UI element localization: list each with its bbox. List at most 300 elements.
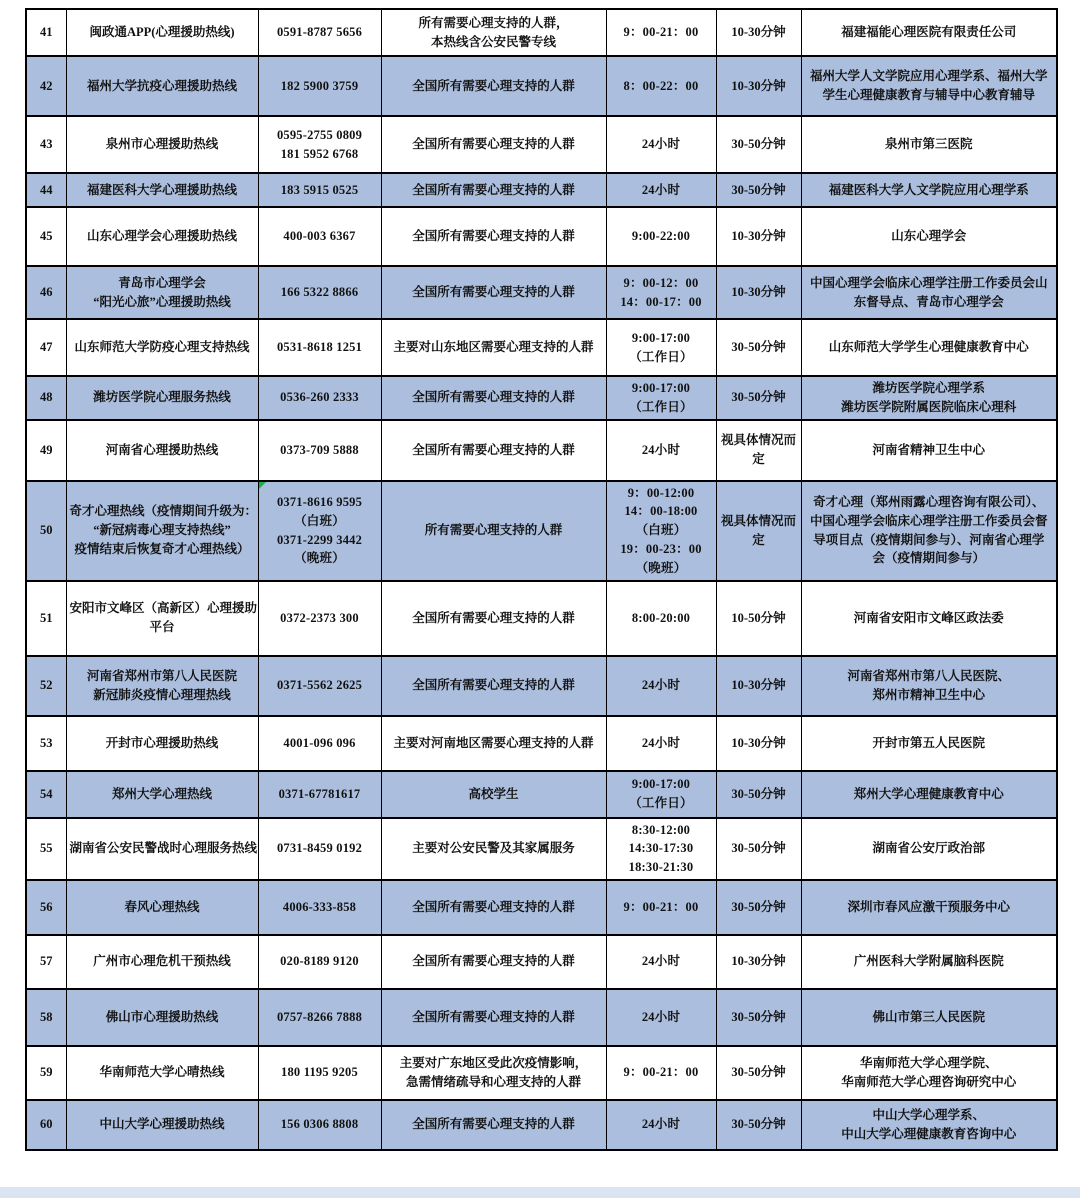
hours-cell [606,581,716,656]
row-number-cell [26,481,66,581]
hotline-name-cell [66,1046,258,1100]
table-row [26,656,1057,716]
phone-cell [258,1100,381,1150]
row-number-cell [26,818,66,880]
cell-text-line: 全国所有需要心理支持的人群 [412,610,575,625]
hotline-name-cell [66,656,258,716]
cell-text: 10-30分钟 [731,678,786,693]
cell-text-line: 9:00-17:00 [631,381,691,395]
audience-cell [381,656,606,716]
cell-text-line: 本热线含公安民警专线 [430,34,556,49]
cell-text: 10-30分钟 [731,285,786,300]
cell-text: 50 [40,523,53,538]
cell-text-line: 24小时 [641,1117,681,1132]
cell-text-line: 0731-8459 0192 [276,841,363,856]
cell-text-line: 郑州大学心理健康教育中心 [853,786,1004,801]
hotline-name-cell [66,173,258,207]
cell-text-line: 湖南省公安厅政治部 [872,841,985,856]
cell-text-line: 福建医科大学心理援助热线 [86,182,237,197]
cell-text-line: 4006-333-858 [282,899,357,914]
duration-cell [716,716,801,771]
row-number-cell [26,207,66,266]
cell-text-line: 主要对山东地区需要心理支持的人群 [393,340,594,355]
audience-cell [381,207,606,266]
organization-cell [801,880,1057,935]
cell-text-line: 182 5900 3759 [280,78,359,93]
cell-text-line: 广州医科大学附属脑科医院 [853,954,1004,969]
hours-cell [606,9,716,56]
cell-text: 52 [40,678,53,693]
cell-text-line: 400-003 6367 [283,229,356,244]
cell-text-line: 疫情结束后恢复奇才心理热线） [74,541,250,556]
cell-text: 57 [40,954,53,969]
cell-text-line: 全国所有需要心理支持的人群 [412,678,575,693]
cell-text-line: 潍坊医学院心理学系 [872,381,985,395]
cell-text-line: 9：00-21：00 [623,899,699,914]
duration-cell [716,173,801,207]
table-row [26,319,1057,376]
cell-text-line: 深圳市春风应激干预服务中心 [847,899,1010,914]
cell-text-line: 青岛市心理学会 [118,275,206,290]
organization-cell [801,716,1057,771]
hotline-name-cell [66,207,258,266]
organization-cell [801,818,1057,880]
organization-cell [801,116,1057,173]
cell-text-line: 中山大学心理援助热线 [99,1117,225,1132]
cell-text-line: 郑州市精神卫生中心 [872,687,985,702]
phone-cell [258,1046,381,1100]
audience-cell [381,581,606,656]
cell-text: 53 [40,735,53,750]
phone-cell [258,656,381,716]
table-row [26,818,1057,880]
organization-cell [801,173,1057,207]
cell-text-line: 180 1195 9205 [281,1065,358,1080]
row-number-cell [26,266,66,319]
row-number-cell [26,376,66,420]
cell-text: 48 [40,390,53,405]
hours-cell [606,989,716,1046]
cell-text-line: 会（疫情期间参与） [872,551,985,566]
cell-text-line: 华南师范大学心理咨询研究中心 [841,1074,1017,1089]
cell-text: 49 [40,442,53,457]
cell-text-line: 8：00-22：00 [623,78,699,93]
duration-cell [716,771,801,818]
phone-cell [258,935,381,989]
phone-cell [258,319,381,376]
hours-cell [606,207,716,266]
audience-cell [381,1100,606,1150]
cell-text-line: 0595-2755 0809 [276,127,363,142]
cell-text-line: 河南省安阳市文峰区政法委 [853,610,1004,625]
row-number-cell [26,1046,66,1100]
duration-cell [716,9,801,56]
cell-text-line: 山东心理学会心理援助热线 [86,229,237,244]
cell-text-line: 0373-709 5888 [280,442,359,457]
organization-cell [801,481,1057,581]
hours-cell [606,1100,716,1150]
cell-text-line: 广州市心理危机干预热线 [93,954,231,969]
audience-cell [381,716,606,771]
cell-text-line: 主要对河南地区需要心理支持的人群 [393,735,594,750]
cell-text-line: 华南师范大学心晴热线 [99,1065,225,1080]
cell-text-line: 主要对公安民警及其家属服务 [412,841,575,856]
cell-text: 30-50分钟 [731,182,786,197]
phone-cell [258,581,381,656]
cell-text: 10-30分钟 [731,78,786,93]
cell-text-line: 河南省郑州市第八人民医院、 [847,668,1010,683]
cell-text-line: 0371-2299 3442 [276,532,363,547]
table-row [26,207,1057,266]
cell-text-line: 奇才心理热线（疫情期间升级为： [69,504,258,519]
row-number-cell [26,771,66,818]
cell-text-line: 福建福能心理医院有限责任公司 [841,25,1017,40]
phone-cell [258,716,381,771]
phone-cell [258,376,381,420]
hotline-name-cell [66,818,258,880]
hours-cell [606,319,716,376]
organization-cell [801,319,1057,376]
cell-text: 47 [40,340,53,355]
table-row [26,716,1057,771]
row-number-cell [26,989,66,1046]
phone-cell [258,818,381,880]
audience-cell [381,173,606,207]
cell-text-line: 14：00-18:00 [624,504,698,519]
cell-text: 42 [40,78,53,93]
duration-cell [716,266,801,319]
organization-cell [801,935,1057,989]
organization-cell [801,207,1057,266]
cell-text-line: 0371-5562 2625 [276,678,363,693]
cell-text-line: 0531-8618 1251 [276,340,363,355]
audience-cell [381,935,606,989]
cell-text-line: 24小时 [641,137,681,152]
cell-text: 10-30分钟 [731,229,786,244]
cell-text-line: 闽政通APP(心理援助热线) [89,25,235,40]
hours-cell [606,173,716,207]
organization-cell [801,376,1057,420]
cell-text-line: 潍坊医学院心理服务热线 [93,390,231,405]
cell-text-line: 24小时 [641,182,681,197]
cell-text-line: 东督导点、青岛市心理学会 [853,294,1004,309]
cell-text-line: 9:00-22:00 [631,229,691,244]
cell-text-line: 新冠肺炎疫情心理理热线 [93,687,231,702]
audience-cell [381,989,606,1046]
row-number-cell [26,1100,66,1150]
table-row [26,376,1057,420]
row-number-cell [26,319,66,376]
cell-text-line: 河南省精神卫生中心 [872,442,985,457]
hotline-table [25,8,1058,1151]
row-number-cell [26,116,66,173]
hours-cell [606,880,716,935]
cell-text-line: 泉州市心理援助热线 [105,137,219,152]
organization-cell [801,9,1057,56]
duration-cell [716,56,801,116]
cell-text-line: “阳光心旅”心理援助热线 [93,294,231,309]
table-row [26,1100,1057,1150]
cell-text-line: 福建医科大学人文学院应用心理学系 [828,182,1029,197]
cell-text-line: （晚班） [635,560,687,575]
cell-text-line: 学生心理健康教育与辅导中心教育辅导 [822,88,1035,102]
cell-text-line: 开封市第五人民医院 [872,735,985,750]
duration-cell [716,1100,801,1150]
hours-cell [606,116,716,173]
cell-text-line: 山东师范大学学生心理健康教育中心 [828,340,1029,355]
phone-cell [258,207,381,266]
cell-text-line: 9：00-21：00 [623,25,699,40]
hotline-name-cell [66,56,258,116]
hotline-name-cell [66,266,258,319]
cell-text-line: 急需情绪疏导和心理支持的人群 [405,1074,581,1089]
cell-text-line: 全国所有需要心理支持的人群 [412,182,575,197]
phone-cell [258,116,381,173]
table-row [26,56,1057,116]
cell-text-line: 24小时 [641,954,681,969]
hotline-name-cell [66,9,258,56]
cell-text: 视具体情况而定 [720,513,796,547]
cell-text-line: 181 5952 6768 [280,146,359,161]
duration-cell [716,818,801,880]
cell-text-line: 开封市心理援助热线 [105,735,219,750]
hotline-name-cell [66,771,258,818]
cell-text-line: （白班） [294,513,345,528]
hotline-name-cell [66,581,258,656]
cell-text: 43 [40,137,53,152]
cell-text-line: 9：00-12:00 [627,485,695,500]
cell-text-line: 平台 [149,620,175,634]
cell-text: 44 [40,182,53,197]
cell-text-line: 湖南省公安民警战时心理服务热线 [69,841,258,856]
phone-cell [258,420,381,481]
phone-cell [258,880,381,935]
cell-text-line: 9:00-17:00 [631,777,691,792]
audience-cell [381,771,606,818]
audience-cell [381,9,606,56]
hotline-name-cell [66,116,258,173]
cell-text: 30-50分钟 [731,390,786,405]
cell-text-line: 24小时 [641,1009,681,1024]
cell-text: 视具体情况而定 [720,433,796,466]
organization-cell [801,266,1057,319]
cell-text: 55 [40,841,53,856]
cell-text-line: 中山大学心理健康教育咨询中心 [841,1126,1017,1141]
table-row [26,266,1057,319]
cell-text-line: 0371-67781617 [278,786,361,801]
cell-text: 10-30分钟 [731,735,786,750]
cell-text-line: （工作日） [629,399,693,414]
cell-text-line: 156 0306 8808 [280,1117,359,1132]
cell-text: 41 [40,25,53,40]
cell-text-line: 9：00-12：00 [623,275,699,290]
organization-cell [801,656,1057,716]
cell-text-line: 0371-8616 9595 [276,495,363,509]
row-number-cell [26,581,66,656]
audience-cell [381,420,606,481]
cell-text-line: 佛山市第三人民医院 [872,1009,985,1024]
cell-text-line: 华南师范大学心理学院、 [859,1056,998,1070]
cell-text: 30-50分钟 [731,1065,786,1080]
hotline-name-cell [66,319,258,376]
table-row [26,481,1057,581]
hotline-name-cell [66,481,258,581]
organization-cell [801,771,1057,818]
organization-cell [801,1046,1057,1100]
cell-text: 51 [40,610,53,625]
cell-text-line: 泉州市第三医院 [884,137,973,152]
phone-cell [258,9,381,56]
cell-text: 54 [40,786,53,801]
cell-text: 58 [40,1009,53,1024]
hotline-name-cell [66,716,258,771]
duration-cell [716,319,801,376]
table-row [26,173,1057,207]
cell-text-line: （工作日） [629,349,693,364]
cell-text-line: 全国所有需要心理支持的人群 [412,390,575,405]
cell-text-line: 中国心理学会临床心理学注册工作委员会山 [809,275,1048,290]
row-number-cell [26,56,66,116]
hours-cell [606,420,716,481]
hours-cell [606,771,716,818]
table-row [26,989,1057,1046]
cell-text-line: 福州大学抗疫心理援助热线 [86,78,237,93]
duration-cell [716,989,801,1046]
table-row [26,581,1057,656]
cell-text-line: 春风心理热线 [124,899,200,914]
cell-text-line: 020-8189 9120 [280,954,359,969]
cell-text-line: 全国所有需要心理支持的人群 [412,1009,575,1024]
cell-text-line: 8:30-12:00 [631,822,691,837]
organization-cell [801,989,1057,1046]
cell-text-line: 0591-8787 5656 [276,25,363,40]
cell-text-line: 8:00-20:00 [631,610,691,625]
cell-text-line: （工作日） [629,796,693,810]
cell-text-line: 24小时 [641,678,681,693]
cell-text-line: 河南省心理援助热线 [105,442,219,457]
phone-cell [258,173,381,207]
hours-cell [606,818,716,880]
phone-cell [258,481,381,581]
cell-text-line: 所有需要心理支持的人群， [418,15,569,30]
row-number-cell [26,880,66,935]
cell-text-line: 中国心理学会临床心理学注册工作委员会督 [809,513,1048,528]
cell-text-line: 183 5915 0525 [280,182,359,197]
cell-text-line: 高校学生 [468,786,519,801]
cell-text: 60 [40,1117,53,1132]
hotline-name-cell [66,420,258,481]
cell-text-line: 4001-096 096 [283,735,356,750]
cell-text-line: 全国所有需要心理支持的人群 [412,137,575,152]
table-row [26,880,1057,935]
hotline-name-cell [66,376,258,420]
duration-cell [716,935,801,989]
audience-cell [381,1046,606,1100]
hours-cell [606,935,716,989]
hotline-name-cell [66,989,258,1046]
duration-cell [716,207,801,266]
cell-text: 10-50分钟 [731,610,786,625]
row-number-cell [26,173,66,207]
hours-cell [606,266,716,319]
row-number-cell [26,656,66,716]
duration-cell [716,656,801,716]
cell-text-line: 安阳市文峰区（高新区）心理援助 [69,601,258,616]
duration-cell [716,481,801,581]
cell-text-line: 14：00-17：00 [620,294,702,309]
cell-text-line: 山东师范大学防疫心理支持热线 [74,340,250,355]
phone-cell [258,56,381,116]
cell-text: 10-30分钟 [731,954,786,969]
cell-text-line: 河南省郑州市第八人民医院 [86,668,237,683]
cell-text-line: 24小时 [641,442,681,457]
row-number-cell [26,716,66,771]
cell-text-line: “新冠病毒心理支持热线” [93,523,231,538]
hotline-name-cell [66,880,258,935]
row-number-cell [26,420,66,481]
audience-cell [381,56,606,116]
audience-cell [381,376,606,420]
hours-cell [606,656,716,716]
row-number-cell [26,9,66,56]
cell-text: 46 [40,285,53,300]
cell-text-line: 24小时 [641,735,681,750]
organization-cell [801,581,1057,656]
table-row [26,9,1057,56]
audience-cell [381,481,606,581]
cell-text-line: 全国所有需要心理支持的人群 [412,78,575,93]
table-row [26,116,1057,173]
audience-cell [381,880,606,935]
cell-text-line: 9：00-21：00 [623,1065,699,1080]
cell-text-line: 郑州大学心理热线 [111,786,212,801]
cell-text-line: 所有需要心理支持的人群 [424,523,563,538]
hotline-name-cell [66,1100,258,1150]
cell-text-line: 福州大学人文学院应用心理学系、福州大学 [809,69,1048,84]
hours-cell [606,56,716,116]
cell-text-line: （白班） [635,523,687,538]
cell-text-line: 18:30-21:30 [628,860,694,874]
hours-cell [606,1046,716,1100]
cell-text: 30-50分钟 [731,786,786,801]
table-row [26,420,1057,481]
duration-cell [716,1046,801,1100]
cell-text-line: 14:30-17:30 [628,841,694,856]
cell-text-line: 主要对广东地区受此次疫情影响， [399,1056,588,1070]
audience-cell [381,116,606,173]
organization-cell [801,1100,1057,1150]
cell-text-line: 166 5322 8866 [280,285,359,300]
phone-cell [258,771,381,818]
hours-cell [606,481,716,581]
cell-text: 30-50分钟 [731,137,786,152]
audience-cell [381,818,606,880]
cell-text-line: 0536-260 2333 [280,390,359,405]
cell-text-line: 山东心理学会 [891,229,967,244]
organization-cell [801,420,1057,481]
cell-text-line: （晚班） [294,551,345,566]
table-row [26,771,1057,818]
cell-text-line: 中山大学心理学系、 [872,1108,985,1122]
duration-cell [716,376,801,420]
cell-text-line: 全国所有需要心理支持的人群 [412,899,575,914]
table-row [26,1046,1057,1100]
cell-text-line: 潍坊医学院附属医院临床心理科 [841,399,1017,414]
audience-cell [381,319,606,376]
duration-cell [716,581,801,656]
cell-text: 30-50分钟 [731,1117,786,1132]
cell-text: 59 [40,1065,53,1080]
